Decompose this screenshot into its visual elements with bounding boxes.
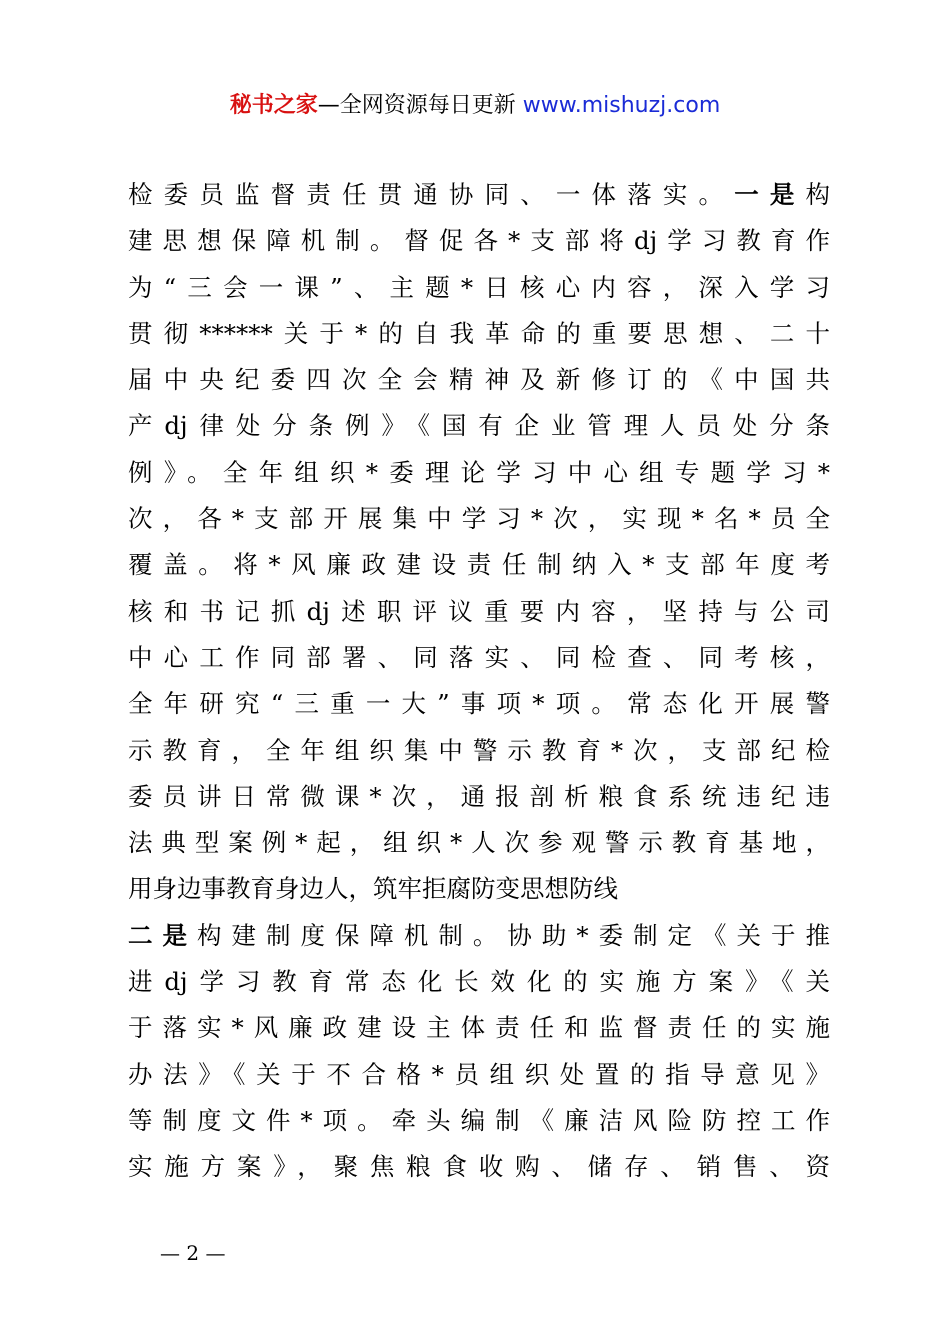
page-number: — 2 — (160, 1241, 226, 1265)
body-line: 产dj律处分条例》《国有企业管理人员处分条 (128, 411, 830, 441)
body-text (128, 172, 830, 1191)
header-dash: — (317, 93, 340, 118)
body-line: 等制度文件*项。牵头编制《廉洁风险防控工作 (128, 1105, 830, 1135)
body-line: 实施方案》，聚焦粮食收购、储存、销售、资 (128, 1152, 830, 1182)
body-line: 办法》《关于不合格*员组织处置的指导意见》 (128, 1059, 830, 1089)
body-line: 用身边事教育身边人，筑牢拒腐防变思想防线 (128, 874, 618, 904)
body-line: 检委员监督责任贯通协同、一体落实。一是构 (128, 180, 831, 209)
body-line: 委员讲日常微课*次，通报剖析粮食系统违纪违 (128, 781, 830, 811)
body-line: 建思想保障机制。督促各*支部将dj学习教育作 (128, 226, 830, 256)
header-url[interactable]: www.mishuzj.com (515, 93, 721, 118)
body-line: 中心工作同部署、同落实、同检查、同考核， (128, 642, 830, 672)
header-tagline: 全网资源每日更新 (339, 93, 516, 118)
body-line: 法典型案例*起，组织*人次参观警示教育基地， (128, 828, 830, 858)
body-line: 例》。全年组织*委理论学习中心组专题学习* (128, 457, 830, 487)
page-header (0, 88, 950, 124)
body-line: 覆盖。将*风廉政建设责任制纳入*支部年度考 (128, 550, 830, 580)
body-line: 届中央纪委四次全会精神及新修订的《中国共 (128, 365, 830, 395)
body-line: 全年研究“三重一大”事项*项。常态化开展警 (128, 689, 830, 719)
body-line: 示教育，全年组织集中警示教育*次，支部纪检 (128, 735, 830, 765)
body-line: 为“三会一课”、主题*日核心内容，深入学习 (128, 272, 830, 302)
body-line: 核和书记抓dj述职评议重要内容，坚持与公司 (128, 596, 830, 626)
body-line: 二是构建制度保障机制。协助*委制定《关于推 (128, 920, 831, 950)
body-line: 贯彻******关于*的自我革命的重要思想、二十 (128, 318, 830, 348)
body-line: 进dj学习教育常态化长效化的实施方案》《关 (128, 967, 830, 997)
body-line: 于落实*风廉政建设主体责任和监督责任的实施 (128, 1013, 830, 1043)
header-brand: 秘书之家 (229, 93, 318, 118)
body-line: 次，各*支部开展集中学习*次，实现*名*员全 (128, 504, 830, 534)
